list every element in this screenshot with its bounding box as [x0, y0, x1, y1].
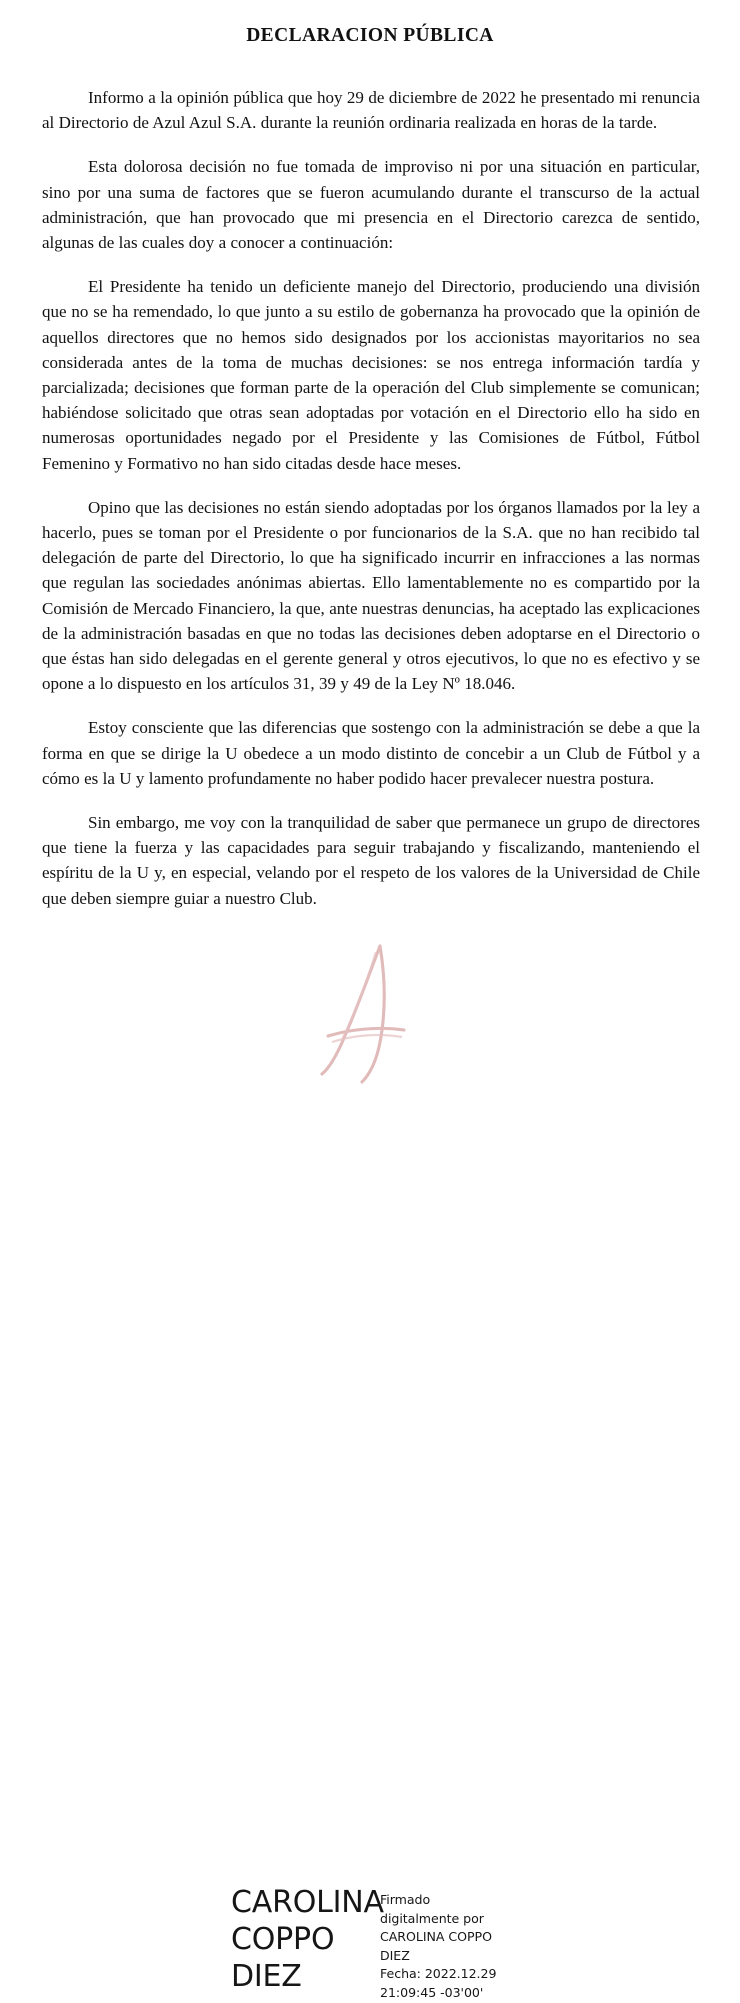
signature-details: [380, 1891, 550, 2003]
signature-detail-line-5: Fecha: 2022.12.29: [380, 1966, 497, 1982]
signature-name-line-3: DIEZ: [231, 1959, 302, 1994]
paragraph-6: Sin embargo, me voy con la tranquilidad de saber que permanece un grupo de directores que tiene la fuerza y las capacidades para seguir trabajando y fiscalizando, manteniendo el espíritu de la U y, en especial, velando por el respeto de los valores de la Universidad de Chile que deben siempre guiar a nuestro Club.: [42, 813, 700, 908]
paragraph-1: Informo a la opinión pública que hoy 29 de diciembre de 2022 he presentado mi renuncia al Directorio de Azul Azul S.A. durante la reunión ordinaria realizada en horas de la tarde.: [42, 88, 700, 133]
signature-name-line-2: COPPO: [231, 1922, 335, 1957]
signature-detail-line-6: 21:09:45 -03'00': [380, 1984, 484, 2000]
paragraph-3: El Presidente ha tenido un deficiente manejo del Directorio, produciendo una división que no se ha remendado, lo que junto a su estilo de gobernanza ha provocado que la opinión de aquellos directores que no hemos sido designados por los accionistas mayoritarios no sea considerada antes de la toma de muchas decisiones: se nos entrega información tardía y parcializada; decisiones que forman parte de la operación del Club simplemente se comunican; habiéndose solicitado que otras sean adoptadas por votación en el Directorio ello ha sido en numerosas oportunidades negado por el Presidente y las Comisiones de Fútbol, Fútbol Femenino y Formativo no han sido citadas desde hace meses.: [42, 277, 700, 473]
document-body: [42, 85, 700, 911]
signature-detail-line-4: DIEZ: [380, 1947, 410, 1963]
paragraph-5: Estoy consciente que las diferencias que sostengo con la administración se debe a que la forma en que se dirige la U obedece a un modo distinto de concebir a un Club de Fútbol y a cómo es la U y lamento profundamente no haber podido hacer prevalecer nuestra postura.: [42, 718, 700, 788]
paragraph-2: Esta dolorosa decisión no fue tomada de improviso ni por una situación en particular, sino por una suma de factores que se fueron acumulando durante el transcurso de la actual administración, que han provocado que mi presencia en el Directorio carezca de sentido, algunas de las cuales doy a conocer a continuación:: [42, 157, 700, 253]
digital-signature-block: [0, 938, 740, 2000]
page-title: DECLARACION PÚBLICA: [246, 25, 494, 46]
signature-detail-line-1: Firmado: [380, 1892, 431, 1907]
signature-name: [231, 1884, 391, 1995]
signature-detail-line-2: digitalmente por: [380, 1910, 484, 1926]
paragraph-4: Opino que las decisiones no están siendo adoptadas por los órganos llamados por la ley a hacerlo, pues se toman por el Presidente o por funcionarios de la S.A. que no han recibido tal delegación de parte del Directorio, lo que ha significado incurrir en infracciones a las normas que regulan las sociedades anónimas abiertas. Ello lamentablemente no es compartido por la Comisión de Mercado Financiero, la que, ante nuestras denuncias, ha aceptado las explicaciones de la administración basadas en que no todas las decisiones deben adoptarse en el Directorio o que éstas han sido delegadas en el gerente general y otros ejecutivos, lo que no es efectivo y se opone a lo dispuesto en los artículos 31, 39 y 49 de la Ley Nº 18.046.: [42, 497, 700, 694]
signature-detail-line-3: CAROLINA COPPO: [380, 1929, 492, 1945]
signature-name-line-1: CAROLINA: [231, 1885, 384, 1920]
